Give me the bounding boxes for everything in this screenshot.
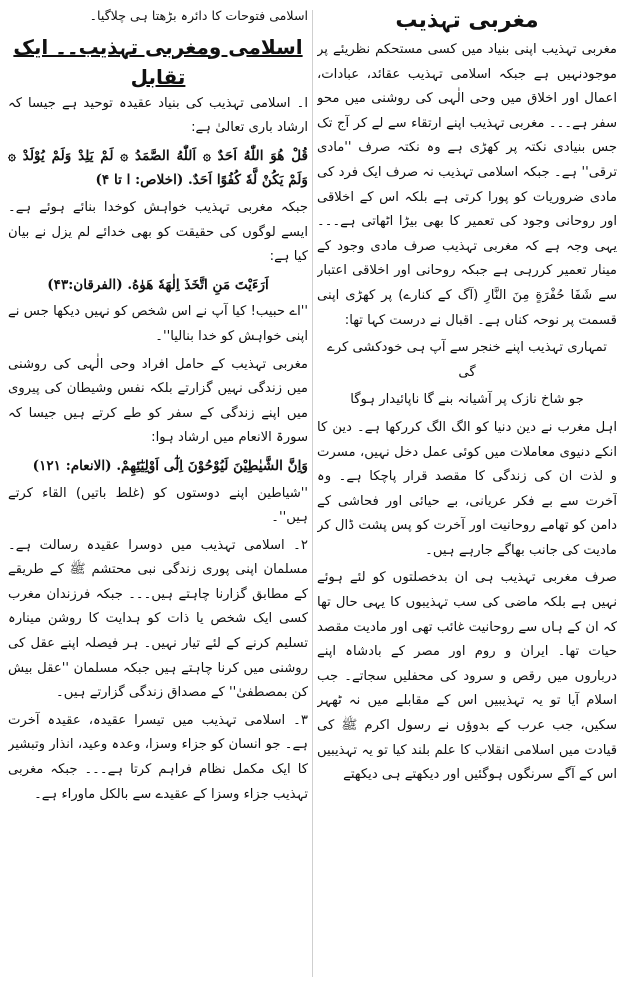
carryover-line: اسلامی فتوحات کا دائرہ بڑھتا ہی چلاگیا۔	[89, 8, 308, 23]
translation: ''اے حبیب! کیا آپ نے اس شخص کو نہیں دیکھا جس نے اپنی خواہش کو خدا بنالیا''۔	[8, 304, 308, 344]
column-divider	[312, 10, 313, 977]
poem-line: جو شاخ نازک پر آشیانہ بنے گا ناپائیدار ہوگا	[350, 392, 584, 408]
translation: ''شیاطین اپنے دوستوں کو (غلط باتیں) القاء کرتے ہیں''۔	[8, 485, 308, 526]
paragraph: مغربی تہذیب اپنی بنیاد میں کسی مستحکم نظریئے پر موجودنہیں ہے جبکہ اسلامی تہذیب عقائد، عبادات، اعمال اور اخلاق میں وحی الٰہی کی روشنی میں محو سفر ہے۔۔۔ مغربی تہذیب اپنے ارتقاء سے لے کر آج تک جس بنیادی نکتہ پر کھڑی ہے وہ نکتہ صرف ''مادی ترقی'' ہے۔ جبکہ اسلامی تہذیب نہ صرف ایک فرد کی مادی ضروریات کو پورا کرتی ہے بلکہ اس کے اخلاقی اور روحانی وجود کی تعمیر کا بھی بیڑا اٹھاتی ہے۔۔۔ یہی وجہ ہے کہ مغربی تہذیب صرف مادی وجود کے مینار تعمیر کررہی ہے جبکہ روحانی اور اخلاقی اعتبار سے شَفَا حُفْرَةٍ مِنَ النَّارِ (آگ کے کنارے) پر کھڑی اپنی قسمت پر نوحہ کناں ہے۔ اقبال نے درست کہا تھا:	[317, 42, 617, 328]
quran-verse: اَرَءَيْتَ مَنِ اتَّخَذَ اِلٰهَهٗ هَوٰهُ. (الفرقان:۴۳)	[47, 276, 269, 293]
paragraph: ا۔ اسلامی تہذیب کی بنیاد عقیدہ توحید ہے جیسا کہ ارشاد باری تعالیٰ ہے:	[8, 95, 308, 136]
section-title-western-civilization: مغربی تہذیب	[395, 8, 539, 33]
paragraph: جبکہ مغربی تہذیب خواہش کوخدا بنائے ہوئے ہے۔ ایسے لوگوں کی حقیقت کو بھی خدائے لم یزل نے بیان کیا ہے:	[8, 199, 308, 265]
paragraph: مغربی تہذیب کے حامل افراد وحی الٰہی کی روشنی میں زندگی نہیں گزارتے بلکہ نفس وشیطان کی پیروی میں اپنے زندگی کے سفر کو طے کرتے ہیں جیسا کہ سورۃ الانعام میں ارشاد ہوا:	[8, 356, 308, 446]
paragraph: صرف مغربی تہذیب ہی ان بدخصلتوں کو لئے ہوئے نہیں ہے بلکہ ماضی کی سب تہذیبوں کا یہی حال تھا کہ ان کے ہاں سے روحانیت غائب تھی اور مادیت مقصد حیات تھا۔ ایران و روم اور مصر کے بادشاہ اپنے درباروں میں رقص و سرود کی محفلیں سجاتے۔ جب اسلام آیا تو یہ تہذیبیں اس کے مقابلے میں نہ ٹھہر سکیں، جب عرب کے بدوؤں نے رسول اکرم ﷺ کی قیادت میں اسلامی انقلاب کا علم بلند کیا تو یہ تہذیبیں اس کے آگے سرنگوں ہوگئیں اور دیکھتے ہی دیکھتے	[317, 570, 617, 783]
quran-verse: وَاِنَّ الشَّيٰطِيْنَ لَيُوْحُوْنَ اِلٰٓى اَوْلِيٰٓئِهِمْ. (الانعام: ۱۲۱)	[32, 457, 308, 474]
quran-verse: قُلْ هُوَ اللّٰهُ اَحَدٌ ۞ اَللّٰهُ الصَّمَدُ ۞ لَمْ يَلِدْ وَلَمْ يُوْلَدْ ۞ وَلَمْ يَكُنْ لَّهٗ كُفُوًا اَحَدٌ. (اخلاص: ا تا ۴)	[8, 147, 308, 189]
paragraph: ۳۔ اسلامی تہذیب میں تیسرا عقیدہ، عقیدہ آخرت ہے۔ جو انسان کو جزاء وسزا، وعدہ وعید، انذار وتبشیر کا ایک مکمل نظام فراہم کرتا ہے۔۔۔ جبکہ مغربی تہذیب جزاء وسزا کے عقیدے سے بالکل ماوراء ہے۔	[8, 712, 308, 802]
section-title-comparison: اسلامی ومغربی تہذیب۔۔ ایک تقابل	[13, 34, 303, 89]
paragraph: اہل مغرب نے دین دنیا کو الگ الگ کررکھا ہے۔ دین کا انکے دنیوی معاملات میں کوئی عمل دخل نہیں، مسرت و لذت ان کی زندگی کا مقصد قرار پاچکا ہے۔ وہ آخرت سے بے فکر عریانی، بے حیائی اور فحاشی کے دامن کو تھامے روحانیت اور آخرت کو پس پشت ڈال کر مادیت کی جانب بھاگے جارہے ہیں۔	[317, 419, 617, 558]
poem-line: تمہاری تہذیب اپنے خنجر سے آپ ہی خودکشی کرے گی	[327, 340, 607, 380]
left-column	[8, 4, 308, 983]
paragraph: ۲۔ اسلامی تہذیب میں دوسرا عقیدہ رسالت ہے۔ مسلمان اپنی پوری زندگی نبی محتشم ﷺ کے طریقے کے مطابق گزارنا چاہتے ہیں۔۔۔ جبکہ فرزندان مغرب کسی ایک شخص یا ذات کو ہدایت کا روشن مینارہ تسلیم کرنے کے لئے تیار نہیں۔ ہر فیصلہ اپنے عقل کی روشنی میں کرنا چاہتے ہیں جبکہ مسلمان ''عقل بیش کن بمصطفیٰ'' کے مصداق زندگی گزارتے ہیں۔	[8, 537, 308, 701]
right-column	[317, 4, 617, 983]
